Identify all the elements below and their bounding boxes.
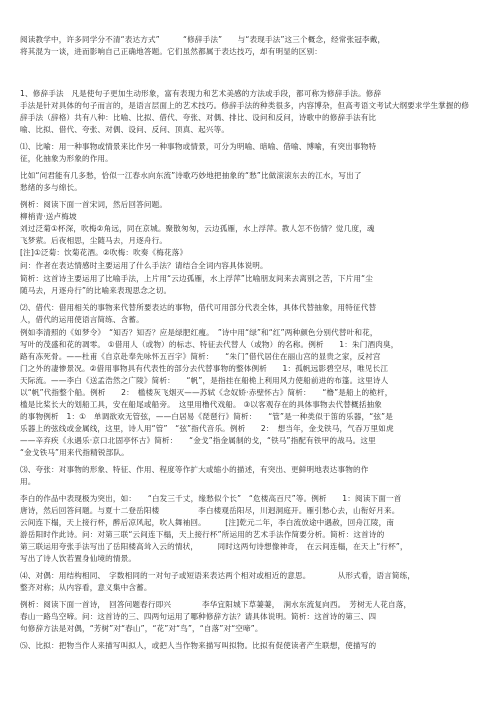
document-text-line: 以“帆”代指整个船。例析 2： 槛楼灰飞烟灭——苏轼《念奴娇·赤壁怀古》简析： “橹”是船上的桅杆， [20,388,393,397]
document-text-line: 路有冻死骨。——杜甫《自京赴奉先咏怀五百字》简析： “朱门”借代居住在丽山宫的显贵之家，反衬宫 [20,352,381,361]
document-text-line: 乐器上的弦线或金属线，这里，诗人用“管” “弦”指代音乐。例析 2： 想当年，金戈铁马，气吞万里如虎 [20,424,394,433]
document-text-line: 柳梢青·送卢梅坡 [20,212,77,221]
document-text-line: 第三联运用夸张手法写出了岳阳楼高耸入云的情状， 同时这两句诗想像神奇， 在云间连榻，在天上“行杯”， [20,542,408,551]
document-text-line: 云间连下榻，天上接行杯，醉后凉风起，吹人舞袖回。 [注]乾元二年，李白流放途中遇赦，回舟江陵，南 [20,518,395,527]
document-text-line: 写叶的茂盛和花的凋零。 ①借用人（或物）的标志、特征去代替人（或物）的名称。例析 1：朱门酒肉臭， [20,340,399,349]
document-text-line: 李白的作品中表现极为突出，如： “白发三千丈，缘愁似个长” “危楼高百尺”等。例析 1：阅读下面一首 [20,494,402,503]
document-text-line: 手法是针对具体的句子而言的，是语言层面上的艺术技巧。修辞手法的种类很多，内容博杂，但高考语文考试大纲要求学生掌握的修 [20,101,470,110]
document-text-line: 门之外的凄惨景况。②借用事物具有代表性的部分去代替事物的整体例析 1：孤帆远影碧空尽，唯见长江 [20,364,389,373]
document-text-line: 问：作者在表达情感时主要运用了什么手法？请结合全词内容具体说明。 [20,261,268,270]
document-text-line: ——辛弃疾《永遇乐·京口北固亭怀古》简析： “金戈”指金属制的戈，“铁马”指配有铁甲的战马。这里 [20,436,376,445]
document-text-line: ⑷、对偶：用结构相同、 字数相同的一对句子或短语来表达两个相对或相近的意思。 从形式看，语言简练， [20,571,416,580]
document-text-line: 飞梦萦。后夜相思，尘随马去，月逐舟行。 [20,236,168,245]
document-text-line: 天际流。——李白《送孟浩然之广陵》简析： “帆”，是指挂在船桅上利用风力使船前进的布篷。这里诗人 [20,376,389,385]
document-text-line: 例如李清照的《如梦令》 “知否？知否？应是绿肥红瘦。 ”诗中用“绿”和“红”两种颜色分别代替叶和花， [20,328,378,337]
document-text-line: 用。 [20,477,36,486]
document-text-line: 游岳阳时作此诗。问：对第三联“云间连下榻，天上接行杯”所运用的艺术手法作简要分析。简析：这首诗的 [20,530,385,539]
document-text-line: 人，借代的运用使语言简练、含蓄。 [20,315,144,324]
document-text-line: 句修辞方法是对偶，“芳树”对“春山”，“花”对“鸟”，“自落”对“空啼”。 [20,624,263,633]
document-text-line: ⑶、夸张：对事物的形象、特征、作用、程度等作扩大或缩小的描述，有突出、更鲜明地表达事物的作 [20,465,369,474]
document-text-line: 愁绪的多与绵长。 [20,183,82,192]
document-text-line: 刘过泛菊①杯深，吹梅②角远，同在京城。聚散匆匆，云边孤雁，水上浮萍。教人怎不伤情？觉几度，魂 [20,224,375,233]
document-text-line: 比如“问君能有几多愁，恰似一江春水向东流”诗歌巧妙地把抽象的“愁”比做滚滚东去的江水，写出了 [20,171,362,180]
document-text-line: 辞手法（辞格）共有八种：比喻、比拟、借代、夸张、对偶、排比、设问和反问，诗歌中的修辞手法有比 [20,113,377,122]
document-text-line: 整齐对称；从内容看，意义集中含蓄。 [20,583,152,592]
document-text-line: 的事物例析 1：① 单调欲欢无管弦，——白居易《琵琶行》简析： “管”是一种类似于笛的乐器，“弦”是 [20,412,393,421]
document-text-line: 喻、比拟、借代、夸张、对偶、设问、反问、顶真、起兴等。 [20,125,230,134]
document-text-line: ⑴、比喻：用一种事物或情景来比作另一种事物或情景，可分为明喻、暗喻、借喻、博喻，有突出事物特 [20,142,377,151]
document-text-line: 例析：阅读下面一首诗， 回答问题春行即兴 李华宜阳城下草萋萋， 涧水东流复向西。 芳树无人花自落， [20,600,412,609]
document-text-line: 春山一路鸟空啼。问：这首诗的三、四两句运用了哪种修辞方法？请具体说明。简析：这首诗的第三、四 [20,612,377,621]
document-text-line: 将其混为一谈，进而影响自己正确地答题。它们虽然都属于表达技巧，却有明显的区别： [20,47,323,56]
document-text-line: 阅读教学中，许多同学分不清“表达方式” “修辞手法” 与“表现手法”这三个概念，经常张冠李戴， [20,35,386,44]
document-text-line: 例析：阅读下面一首宋词，然后回答问题。 [20,200,168,209]
document-text-line: 写出了诗人饮若置身仙境的情景。 [20,554,137,563]
document-text-line: 1、修辞手法 凡是使句子更加生动形象，富有表现力和艺术美感的方法或手段，都可称为修辞手法。修辞 [20,89,382,98]
document-text-line: [注]①泛菊：饮菊花酒。②吹梅：吹奏《梅花落》 [20,248,188,257]
document-text-line: “金戈铁马”用来代指精锐部队。 [20,448,129,457]
document-text-line: ⑸、比拟：把物当作人来描写叫拟人，或把人当作物来描写叫拟物。比拟有促使读者产生联想，使描写的 [20,641,377,650]
document-text-line: ⑵、借代：借用相关的事物来代替所要表达的事物，借代可用部分代表全体，具体代替抽象，用特征代替 [20,303,377,312]
document-text-line: 唐诗，然后回答问题。与夏十二登岳阳楼 李白楼观岳阳尽，川迥洞庭开。雁引愁心去，山衔好月来。 [20,506,400,515]
document-text-line: 随马去，月逐舟行”的比喻来表现思念之切。 [20,286,172,295]
document-text-line: 简析：这首诗主要运用了比喻手法，上片用“云边孤雁，水上浮萍”比喻朋友间来去离别之苦，下片用“尘 [20,274,373,283]
document-text-line: 槛是比桨长大的划船工具，安在船尾或船旁。 这里用橹代戏船。 ③以客观存在的具体事物去代替概括抽象 [20,400,382,409]
document-text-line: 征，化抽象为形象的作用。 [20,154,113,163]
